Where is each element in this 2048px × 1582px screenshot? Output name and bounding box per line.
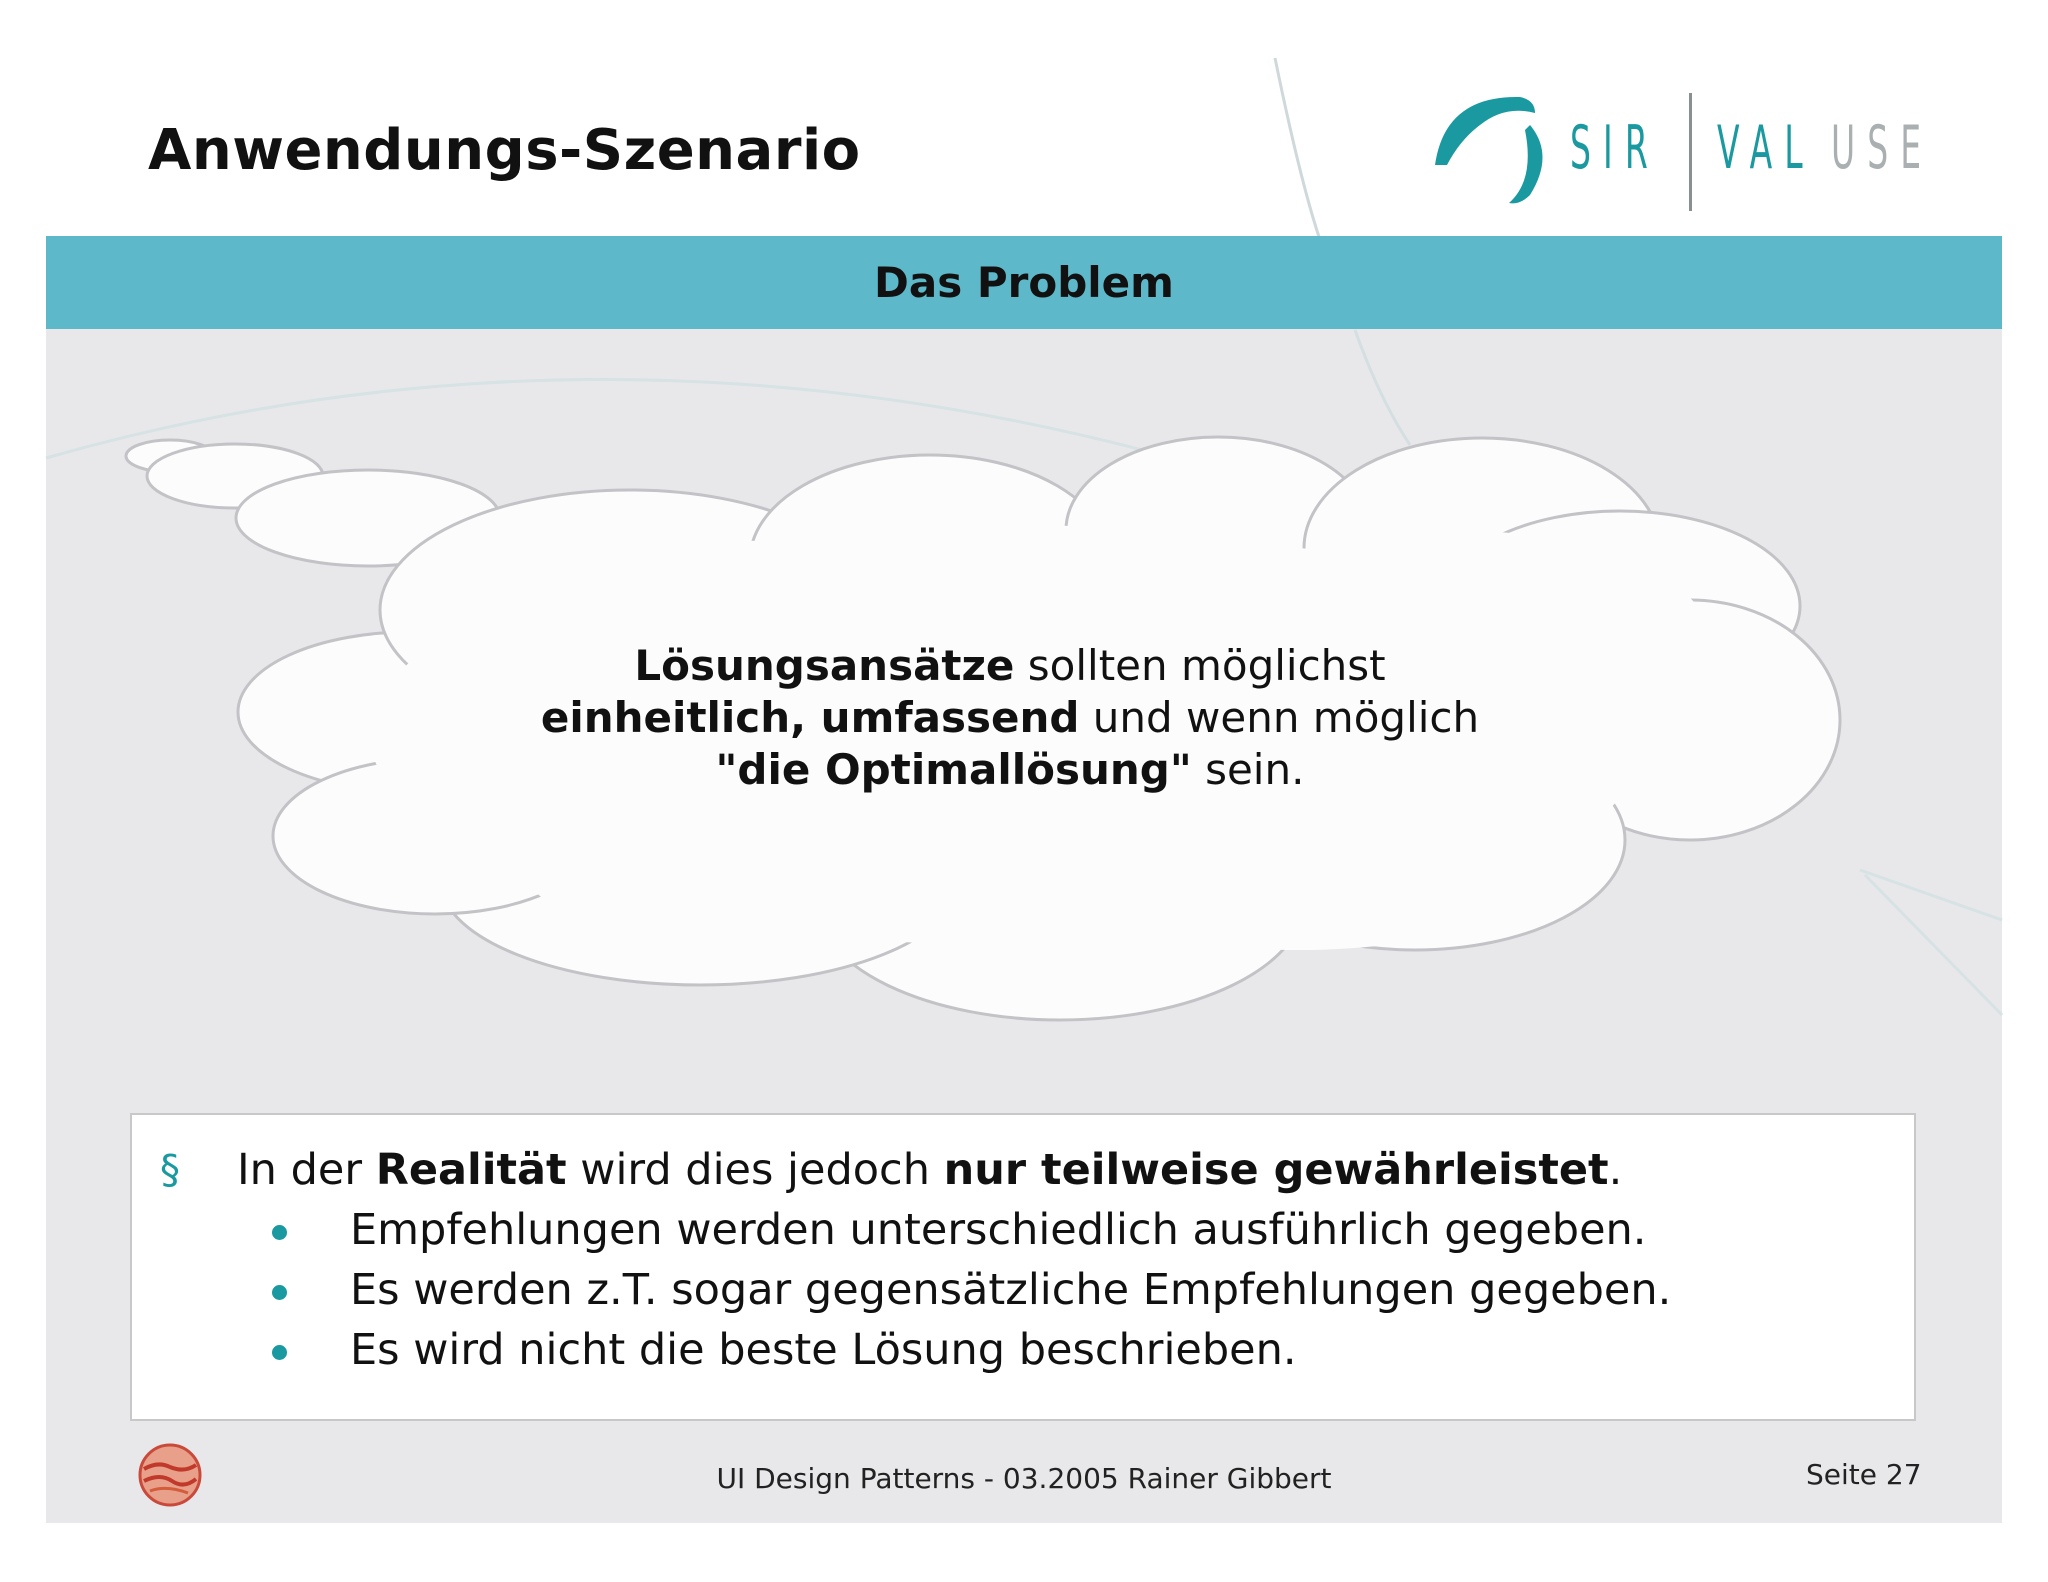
section-sign-icon: §: [160, 1147, 180, 1193]
sub-bullet-text: Es werden z.T. sogar gegensätzliche Empfehlungen gegeben.: [350, 1265, 1672, 1315]
bullet-dot-icon: [272, 1285, 287, 1300]
main-bullet-suffix: .: [1608, 1145, 1623, 1195]
cloud-bold-3: "die Optimallösung": [715, 745, 1192, 794]
logo-text-sir: SIR: [1570, 113, 1660, 183]
sub-bullet-text: Es wird nicht die beste Lösung beschrieben.: [350, 1325, 1297, 1375]
logo-text-use: USE: [1831, 113, 1934, 183]
bullet-box: [130, 1113, 1916, 1421]
cloud-line-1: [440, 640, 1580, 692]
cloud-text-2: und wenn möglich: [1079, 693, 1480, 742]
cloud-bold-1: Lösungsansätze: [634, 641, 1015, 690]
slide-title: Anwendungs-Szenario: [148, 118, 861, 183]
sub-bullet-text: Empfehlungen werden unterschiedlich ausführlich gegeben.: [350, 1205, 1647, 1255]
main-bullet-bold-1: Realität: [375, 1145, 567, 1195]
bullet-dot-icon: [272, 1225, 287, 1240]
main-bullet-prefix: In der: [237, 1145, 376, 1195]
main-bullet-bold-2: nur teilweise gewährleistet: [943, 1145, 1609, 1195]
cloud-line-3: [440, 744, 1580, 796]
page-number: Seite 27: [1806, 1458, 1922, 1491]
cloud-statement: [440, 640, 1580, 796]
logo-text-val: VAL: [1717, 113, 1815, 183]
cloud-line-2: [440, 692, 1580, 744]
bullet-dot-icon: [272, 1345, 287, 1360]
cloud-text-1: sollten möglichst: [1014, 641, 1386, 690]
section-header-title: Das Problem: [874, 258, 1174, 307]
cloud-text-3: sein.: [1191, 745, 1305, 794]
main-bullet-middle: wird dies jedoch: [566, 1145, 944, 1195]
footer-caption: UI Design Patterns - 03.2005 Rainer Gibbert: [716, 1462, 1332, 1495]
main-bullet: [237, 1145, 1622, 1195]
cloud-bold-2: einheitlich, umfassend: [540, 693, 1080, 742]
